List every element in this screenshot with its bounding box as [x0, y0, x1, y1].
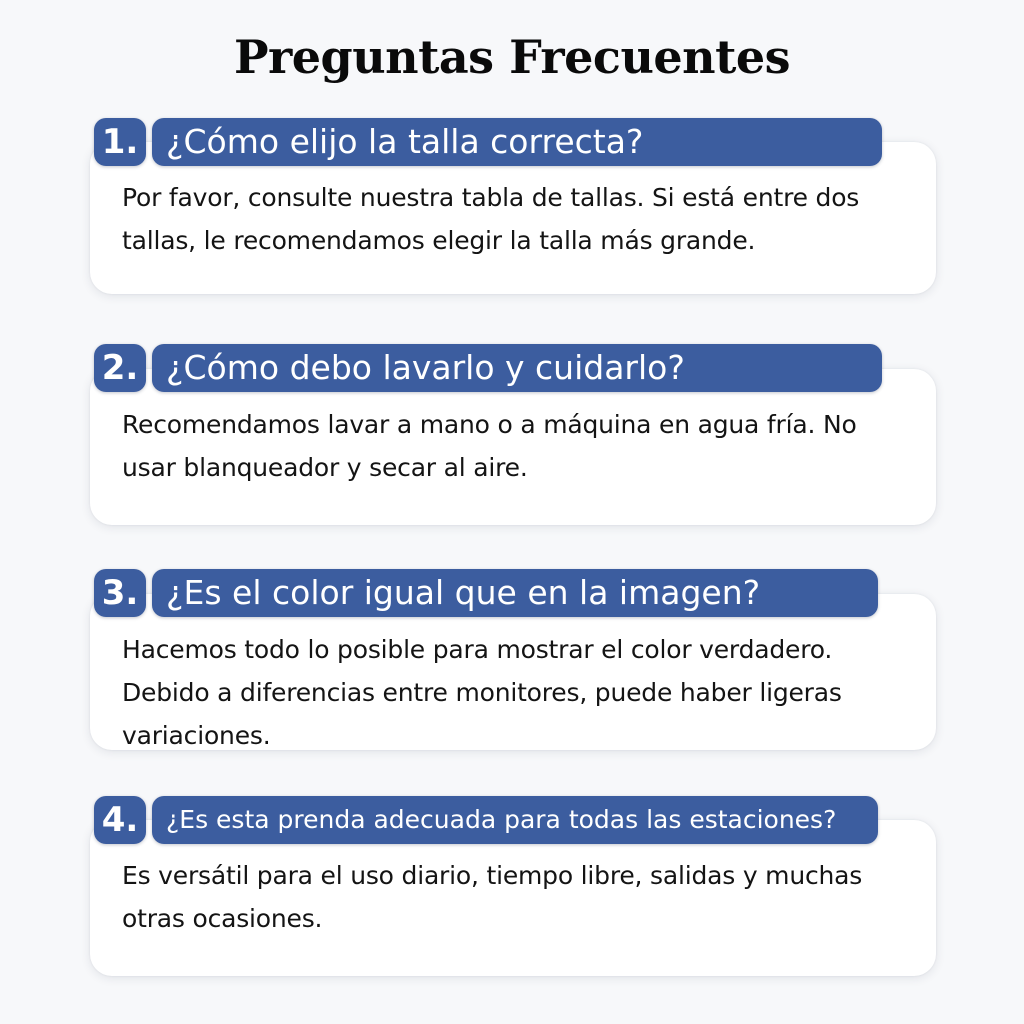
answer-text: Hacemos todo lo posible para mostrar el color verdadero. Debido a diferencias entre monitores, puede haber ligeras variaciones. — [122, 635, 842, 750]
question-title: ¿Es el color igual que en la imagen? — [152, 569, 878, 617]
answer-text: Recomendamos lavar a mano o a máquina en agua fría. No usar blanqueador y secar al aire. — [122, 410, 857, 482]
page-title: Preguntas Frecuentes — [233, 30, 791, 84]
question-title: ¿Cómo elijo la talla correcta? — [152, 118, 882, 166]
question-title: ¿Es esta prenda adecuada para todas las estaciones? — [152, 796, 878, 844]
answer-card — [90, 594, 936, 750]
question-number-badge: 2. — [94, 344, 146, 392]
question-title: ¿Cómo debo lavarlo y cuidarlo? — [152, 344, 882, 392]
answer-text: Es versátil para el uso diario, tiempo libre, salidas y muchas otras ocasiones. — [122, 861, 863, 933]
question-number-badge: 4. — [94, 796, 146, 844]
answer-card — [90, 369, 936, 525]
question-number-badge: 3. — [94, 569, 146, 617]
answer-text: Por favor, consulte nuestra tabla de tallas. Si está entre dos tallas, le recomendamos elegir la talla más grande. — [122, 183, 860, 255]
question-number-badge: 1. — [94, 118, 146, 166]
